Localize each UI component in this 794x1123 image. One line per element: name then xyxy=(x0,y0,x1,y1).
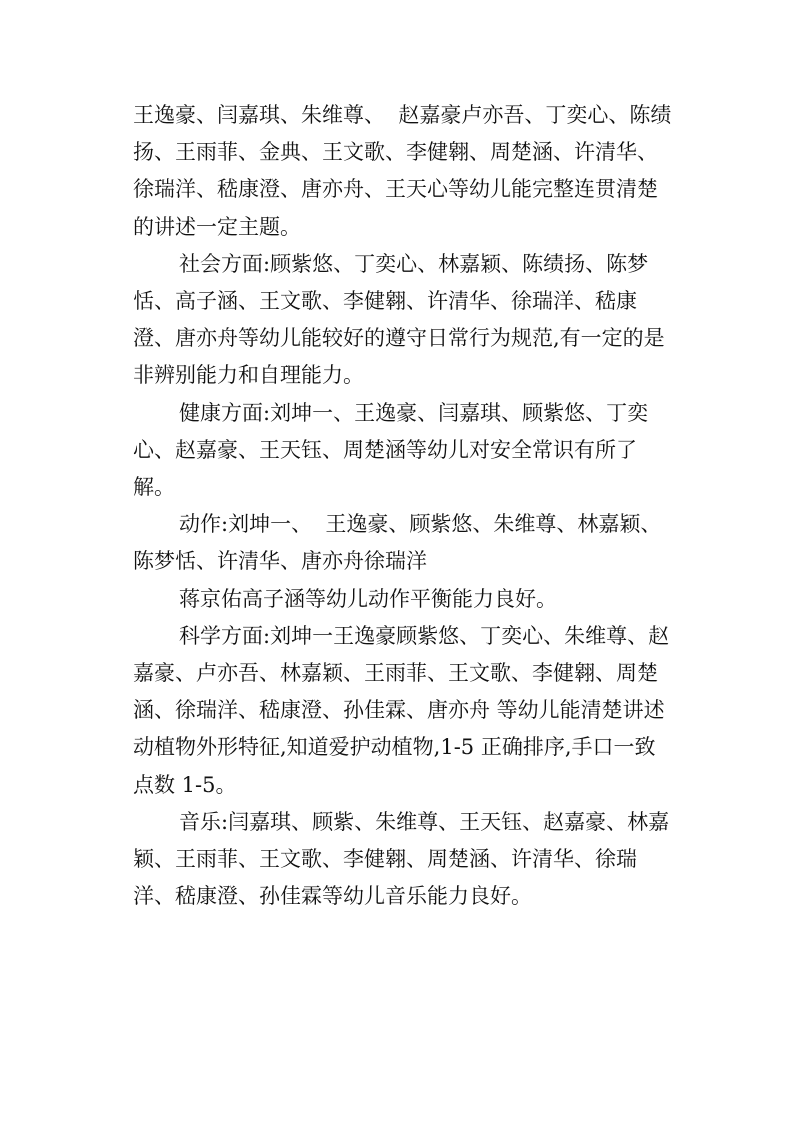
paragraph-movement: 动作:刘坤一、 王逸豪、顾紫悠、朱维尊、林嘉颖、陈梦恬、许清华、唐亦舟徐瑞洋 xyxy=(133,512,662,574)
paragraph-language-continued: 王逸豪、闫嘉琪、朱维尊、 赵嘉豪卢亦吾、丁奕心、陈绩扬、王雨菲、金典、王文歌、李健翱、周楚涵、许清华、徐瑞洋、嵇康澄、唐亦舟、王天心等幼儿能完整连贯清楚的讲述一定主题。 xyxy=(133,103,672,239)
paragraph-social: 社会方面:顾紫悠、丁奕心、林嘉颖、陈绩扬、陈梦恬、高子涵、王文歌、李健翱、许清华、徐瑞洋、嵇康澄、唐亦舟等幼儿能较好的遵守日常行为规范,有一定的是非辨别能力和自理能力。 xyxy=(133,251,665,388)
paragraph-music: 音乐:闫嘉琪、顾紫、朱维尊、王天钰、赵嘉豪、林嘉颖、王雨菲、王文歌、李健翱、周楚涵、许清华、徐瑞洋、嵇康澄、孙佳霖等幼儿音乐能力良好。 xyxy=(133,809,670,909)
paragraph-movement-continued: 蒋京佑高子涵等幼儿动作平衡能力良好。 xyxy=(179,586,557,611)
document-body xyxy=(133,97,673,915)
paragraph-science: 科学方面:刘坤一王逸豪顾紫悠、丁奕心、朱维尊、赵嘉豪、卢亦吾、林嘉颖、王雨菲、王文歌、李健翱、周楚涵、徐瑞洋、嵇康澄、孙佳霖、唐亦舟 等幼儿能清楚讲述动植物外形特征,知道爱护动植物,1-5 正确排序,手口一致点数 1-5。 xyxy=(133,623,670,797)
paragraph-health: 健康方面:刘坤一、王逸豪、闫嘉琪、顾紫悠、丁奕心、赵嘉豪、王天钰、周楚涵等幼儿对安全常识有所了解。 xyxy=(133,400,649,500)
